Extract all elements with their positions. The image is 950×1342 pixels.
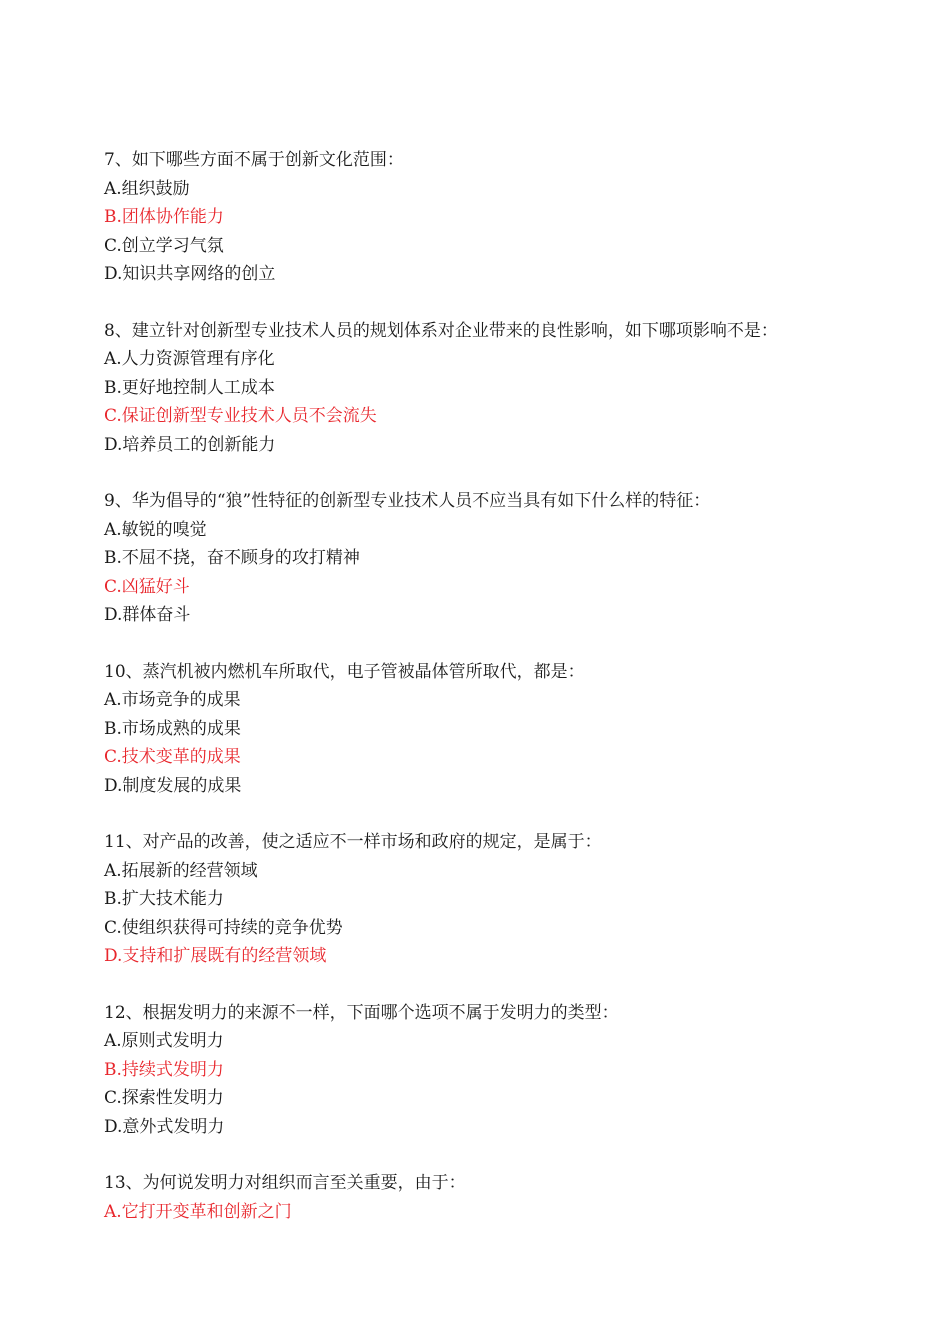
answer-option: A.组织鼓励 (104, 178, 190, 199)
question-stem: 8、建立针对创新型专业技术人员的规划体系对企业带来的良性影响，如下哪项影响不是： (104, 320, 778, 341)
answer-option: A.原则式发明力 (104, 1031, 224, 1051)
question-stem: 12、根据发明力的来源不一样，下面哪个选项不属于发明力的类型： (104, 1002, 619, 1023)
question-block (104, 487, 904, 630)
answer-option: B.扩大技术能力 (104, 889, 224, 909)
question-block (104, 1169, 904, 1226)
answer-option: D.意外式发明力 (104, 1116, 225, 1137)
answer-option: D.知识共享网络的创立 (104, 264, 276, 284)
document-page (104, 146, 904, 1254)
answer-option: D.培养员工的创新能力 (104, 434, 276, 455)
answer-option: C.创立学习气氛 (104, 235, 224, 256)
answer-option: C.探索性发明力 (104, 1088, 224, 1108)
correct-answer-option: C.保证创新型专业技术人员不会流失 (104, 406, 377, 426)
correct-answer-option: C.凶猛好斗 (104, 576, 190, 597)
answer-option: C.使组织获得可持续的竞争优势 (104, 917, 343, 938)
answer-option: D.群体奋斗 (104, 605, 191, 625)
question-stem: 7、如下哪些方面不属于创新文化范围： (104, 150, 404, 170)
question-block (104, 317, 904, 460)
answer-option: B.市场成熟的成果 (104, 718, 241, 739)
answer-option: D.制度发展的成果 (104, 775, 242, 796)
correct-answer-option: D.支持和扩展既有的经营领域 (104, 946, 327, 966)
answer-option: A.拓展新的经营领域 (104, 860, 258, 881)
answer-option: A.市场竞争的成果 (104, 690, 241, 710)
question-stem: 11、对产品的改善，使之适应不一样市场和政府的规定，是属于： (104, 832, 602, 852)
question-block (104, 658, 904, 801)
question-stem: 9、华为倡导的“狼”性特征的创新型专业技术人员不应当具有如下什么样的特征： (104, 491, 711, 511)
correct-answer-option: B.持续式发明力 (104, 1059, 224, 1080)
question-stem: 10、蒸汽机被内燃机车所取代，电子管被晶体管所取代，都是： (104, 661, 585, 682)
question-stem: 13、为何说发明力对组织而言至关重要，由于： (104, 1173, 466, 1193)
answer-option: A.敏锐的嗅觉 (104, 519, 207, 540)
correct-answer-option: A.它打开变革和创新之门 (104, 1201, 292, 1222)
correct-answer-option: C.技术变革的成果 (104, 747, 241, 767)
question-block (104, 999, 904, 1142)
question-block (104, 146, 904, 289)
answer-option: B.更好地控制人工成本 (104, 377, 275, 398)
correct-answer-option: B.团体协作能力 (104, 207, 224, 227)
answer-option: A.人力资源管理有序化 (104, 349, 275, 369)
answer-option: B.不屈不挠，奋不顾身的攻打精神 (104, 548, 360, 568)
question-block (104, 828, 904, 971)
